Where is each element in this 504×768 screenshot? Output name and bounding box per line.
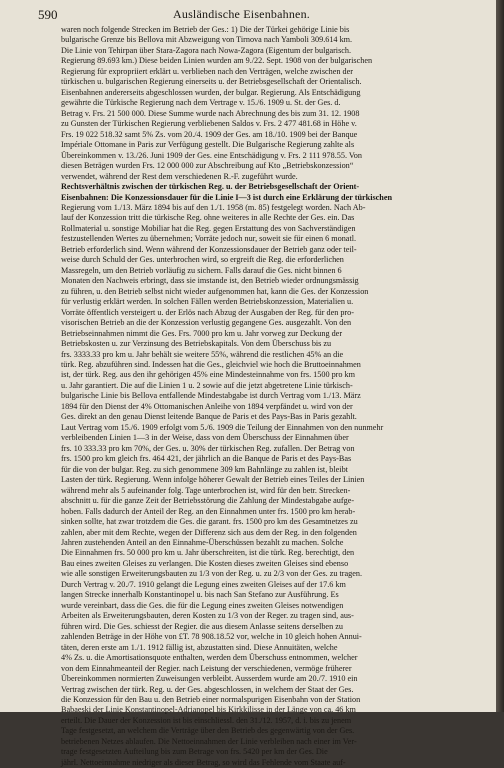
text-line: trage festgesetzten Aufteilung bis zum Betrage von frs. 5420 per km der Ges. Die bbox=[61, 747, 328, 757]
text-line: Betrieb erforderlich sind. Wenn während der Konzessionsdauer der Betrieb ganz oder teil- bbox=[61, 244, 357, 254]
text-line: Eisenbahnen: Die Konzessionsdauer für die Linie I—3 ist durch eine Erklärung der türkischen bbox=[61, 192, 393, 202]
body-text bbox=[61, 25, 495, 768]
text-line: Ges. direkt an den genau Dienst leitende Banque de Paris et des Pays-Bas in Paris gezahlt. bbox=[61, 412, 357, 422]
text-line: jährl. Nettoeinnahme niedriger als dieser Betrag, so wird das Fehlende vom Staate auf- bbox=[61, 757, 346, 767]
text-line: Vertrag zwischen der türk. Reg. u. der Ges. abgeschlossen, in welchem der Staat der Ges. bbox=[61, 684, 354, 694]
text-line: visorischen Betrieb an die der Konzession verlustig gegangene Ges. ausgezahlt. Von den bbox=[61, 318, 352, 328]
text-line: Lasten der türk. Regierung. Wenn infolge höherer Gewalt der Betrieb eines Teiles der Linien bbox=[61, 475, 365, 485]
text-line: verwendet, während der Rest dem verschiedenen R.-F. zugeführt wurde. bbox=[61, 171, 298, 181]
text-line: Betriebskosten u. zur Verzinsung des Betriebskapitals. Von dem Überschuss bis zu bbox=[61, 339, 332, 349]
text-line: langen Strecke innerhalb Konstantinopel u. bis nach San Stefano zur Ausführung. Es bbox=[61, 590, 339, 600]
text-line: Rollmaterial u. sonstige Mobiliar hat die Reg. gegen Erstattung des von Sachverständigen bbox=[61, 223, 356, 233]
text-line: führen wird. Die Ges. schiesst der Regier. die aus diesem Anlasse seitens derselben zu bbox=[61, 621, 343, 631]
text-line: Übereinkommen v. 13./26. Juni 1909 der Ges. eine Entschädigung v. Frs. 2 111 978.55. Von bbox=[61, 150, 362, 160]
text-line: Massregeln, um den Betrieb vorläufig zu sichern. Falls darauf die Ges. nicht binnen 6 bbox=[61, 265, 342, 275]
text-line: türk. Reg. abzuführen sind. Indessen hat die Ges., gleichviel wie hoch die Bruttoeinnahmen bbox=[61, 360, 361, 369]
text-line: diesen Beträgen wurden Frs. 12 000 000 zur Abschreibung auf Kto „Betriebskonzession“ bbox=[61, 161, 354, 171]
text-line: Tage festgesetzt, an welchem die Verträge über den Betrieb des gegenwärtig von der Ges. bbox=[61, 726, 355, 736]
text-line: weise durch Schuld der Ges. unterbrochen wird, so ergreift die Reg. die erforderlichen bbox=[61, 255, 344, 265]
text-line: Babaeski der Linie Konstantinopel-Adrianopel bis Kirkkilisse in der Länge von ca. 46 km bbox=[61, 705, 356, 715]
text-line: frs. 10 333.33 pro km 70%, der Ges. u. 30% der türkischen Reg. zufallen. Der Betrag von bbox=[61, 443, 355, 453]
text-line: Impériale Ottomane in Paris zur Verfügung gestellt. Die Bulgarische Regierung zahlte als bbox=[61, 140, 355, 150]
text-line: Arbeiten als Erweiterungsbauten, deren Kosten zu 1/3 von der Reger. zu tragen sind, aus- bbox=[61, 611, 354, 621]
text-line: wurde vereinbart, dass die Ges. die für die Legung eines zweiten Gleises notwendigen bbox=[61, 600, 344, 610]
page-number: 590 bbox=[38, 7, 58, 22]
text-line: ist, der türk. Reg. aus den ihr gehörigen 45% eine Mindesteinnahme von frs. 1500 pro km bbox=[61, 370, 356, 380]
text-line: betriebenen Netzes ablaufen. Die Nettoeinnahmen der Linie verbleiben nach einer im Ver- bbox=[61, 736, 357, 746]
text-line: u. Jahr garantiert. Die auf die Linien 1 u. 2 sowie auf die jetzt abgetretene Linie türkisch- bbox=[61, 380, 353, 390]
text-line: Die Linie von Tehirpan über Stara-Zagora nach Nowa-Zagora (Eigentum der bulgarisch. bbox=[61, 45, 352, 55]
text-line: zu führen, u. den Betrieb selbst nicht wieder aufgenommen hat, kann die Ges. der Konzession bbox=[61, 286, 369, 296]
text-line: waren noch folgende Strecken im Betrieb der Ges.: 1) Die der Türkei gehörige Linie bis bbox=[61, 25, 350, 34]
text-line: Eisenbahnen andererseits abgeschlossen wurden, der bulgar. Regierung. Als Entschädigung bbox=[61, 87, 361, 97]
text-line: Übereinkommen normierten Zuweisungen verbleibt. Ausserdem wurde am 20./7. 1910 ein bbox=[61, 674, 358, 684]
text-line: zahlen, aber mit dem Rechte, wegen der Differenz sich aus dem der Reg. in den folgenden bbox=[61, 527, 357, 537]
text-line: bulgarische Grenze bis Bellova mit Abzweigung von Tirnova nach Yamboli 309.614 km. bbox=[61, 35, 353, 45]
text-line: frs. 1500 pro km gleich frs. 464 421, der jährlich an die Banque de Paris et des Pays-Bas bbox=[61, 454, 352, 464]
text-line: gewährte die Türkische Regierung nach dem Vertrage v. 15./6. 1909 u. St. der Ges. d. bbox=[61, 98, 341, 108]
text-line: verbleibenden Linien 1—3 in der Weise, dass von dem Überschuss der Einnahmen über bbox=[61, 433, 349, 443]
text-line: Jahren zustehenden Anteil an den Einnahme-Überschüssen bezahlt zu machen. Solche bbox=[61, 537, 344, 547]
text-line: festzustellenden Wertes zu übernehmen; Vorräte jedoch nur, soweit sie für einen 6 monatl. bbox=[61, 234, 357, 244]
text-line: Laut Vertrag vom 15./6. 1909 erfolgt vom 5./6. 1909 die Teilung der Einnahmen von den nunmehr bbox=[61, 422, 384, 432]
text-line: Betrag v. Frs. 21 500 000. Diese Summe wurde nach Abrechnung des bis zum 31. 12. 1908 bbox=[61, 108, 360, 118]
page-gutter-edge bbox=[496, 0, 504, 712]
text-line: lauf der Konzession tritt die türkische Reg. ohne weiteres in alle Rechte der Ges. ein. Das bbox=[61, 213, 355, 223]
text-line: bulgarische Linie bis Bellova entfallende Mindestabgabe ist durch Vertrag vom 1./13. März bbox=[61, 391, 361, 401]
text-line: hoben. Falls dadurch der Anteil der Reg. an den Einnahmen unter frs. 1500 pro km herab- bbox=[61, 506, 356, 516]
page-header bbox=[38, 7, 488, 23]
text-line: Die Einnahmen frs. 50 000 pro km u. Jahr überschreiten, ist die türk. Reg. berechtigt, den bbox=[61, 548, 355, 558]
text-line: erteilt. Die Dauer der Konzession ist bis einschliessl. den 31./12. 1957, d. i. bis zu jenem bbox=[61, 715, 352, 725]
text-line: sinken sollte, hat zwar trotzdem die Ges. die garant. frs. 1500 pro km des Gesamtnetzes zu bbox=[61, 517, 358, 527]
text-line: Regierung 89.693 km.) Diese beiden Linien wurden am 9./22. Sept. 1908 von der bulgarischen bbox=[61, 56, 373, 66]
text-line: zu Gunsten der Türkischen Regierung verbliebenen Saldos v. Frs. 2 477 481.68 in Höhe v. bbox=[61, 119, 357, 129]
running-header: Ausländische Eisenbahnen. bbox=[173, 7, 310, 21]
text-line: Bau eines zweiten Gleises zu verlangen. Die Kosten dieses zweiten Gleises sind ebenso bbox=[61, 558, 349, 568]
text-line: 1894 für den Dienst der 4% Ottomanischen Anleihe von 1894 verpfändet u. wird von der bbox=[61, 401, 353, 411]
text-line: Regierung vom 1./13. März 1894 bis auf den 1./1. 1958 (m. 85) festgelegt worden. Nach Ab- bbox=[61, 202, 366, 212]
text-line: Rechtsverhältnis zwischen der türkischen Reg. u. der Betriebsgesellschaft der Orient- bbox=[61, 182, 360, 192]
text-line: Vorräte öffentlich versteigert u. der Erlös nach Abzug der Ausgaben der Reg. für den pro- bbox=[61, 307, 354, 317]
text-line: für die von der bulgar. Reg. zu sich genommene 309 km Bahnlänge zu zahlen ist, bleibt bbox=[61, 464, 348, 474]
text-line: Monaten den Nachweis erbringt, dass sie imstande ist, den Betrieb wieder ordnungsmässig bbox=[61, 276, 359, 286]
text-line: abschnitt u. für die ganze Zeit der Betriebsstörung die Zahlung der Mindestabgabe aufge- bbox=[61, 496, 355, 506]
text-line: für verlustig erklärt werden. In solchen Fällen werden Betriebskonzession, Materialien u. bbox=[61, 297, 354, 307]
text-line: Betriebseinnahmen nimmt die Ges. Frs. 7000 pro km u. Jahr vorweg zur Deckung der bbox=[61, 328, 343, 338]
text-line: 4% Zs. u. die Amortisationsquote enthalten, werden dem Überschuss entnommen, welcher bbox=[61, 653, 358, 663]
text-line: die Konzession für den Bau u. den Betrieb einer normalspurigen Eisenbahn von der Station bbox=[61, 695, 361, 704]
text-line: frs. 3333.33 pro km u. Jahr behält sie weitere 55%, während die restlichen 45% an die bbox=[61, 349, 344, 359]
text-line: wie alle sonstigen Erweiterungsbauten zu 1/3 von der Reg. u. zu 2/3 von der Ges. zu tragen. bbox=[61, 569, 363, 579]
text-line: Frs. 19 022 518.32 samt 5% Zs. vom 20./4. 1909 der Ges. am 18./10. 1909 bei der Banque bbox=[61, 129, 358, 139]
text-line: zahlenden Beträge in der Höhe von £T. 78 908.18.52 vor, welche in 10 gleich hohen Annui- bbox=[61, 632, 362, 642]
text-line: während mehr als 5 aufeinander folg. Tage unterbrochen ist, wird für den betr. Strecken- bbox=[61, 485, 351, 495]
text-line: täten, deren erste am 1./1. 1912 fällig ist, abzustatten sind. Diese Annuitäten, welche bbox=[61, 642, 338, 652]
text-line: türkischen u. bulgarischen Regierung einerseits u. der Betriebsgesellschaft der Orientalisch. bbox=[61, 77, 362, 87]
text-line: von dem Einnahmeanteil der Regier. nach Leistung der verschiedenen, vermöge früherer bbox=[61, 663, 352, 673]
text-line: Regierung für expropriiert erklärt u. verblieben nach den Verträgen, welche zwischen der bbox=[61, 66, 353, 76]
text-line: Durch Vertrag v. 20./7. 1910 gelangt die Legung eines zweiten Gleises auf der 17.6 km bbox=[61, 579, 346, 589]
